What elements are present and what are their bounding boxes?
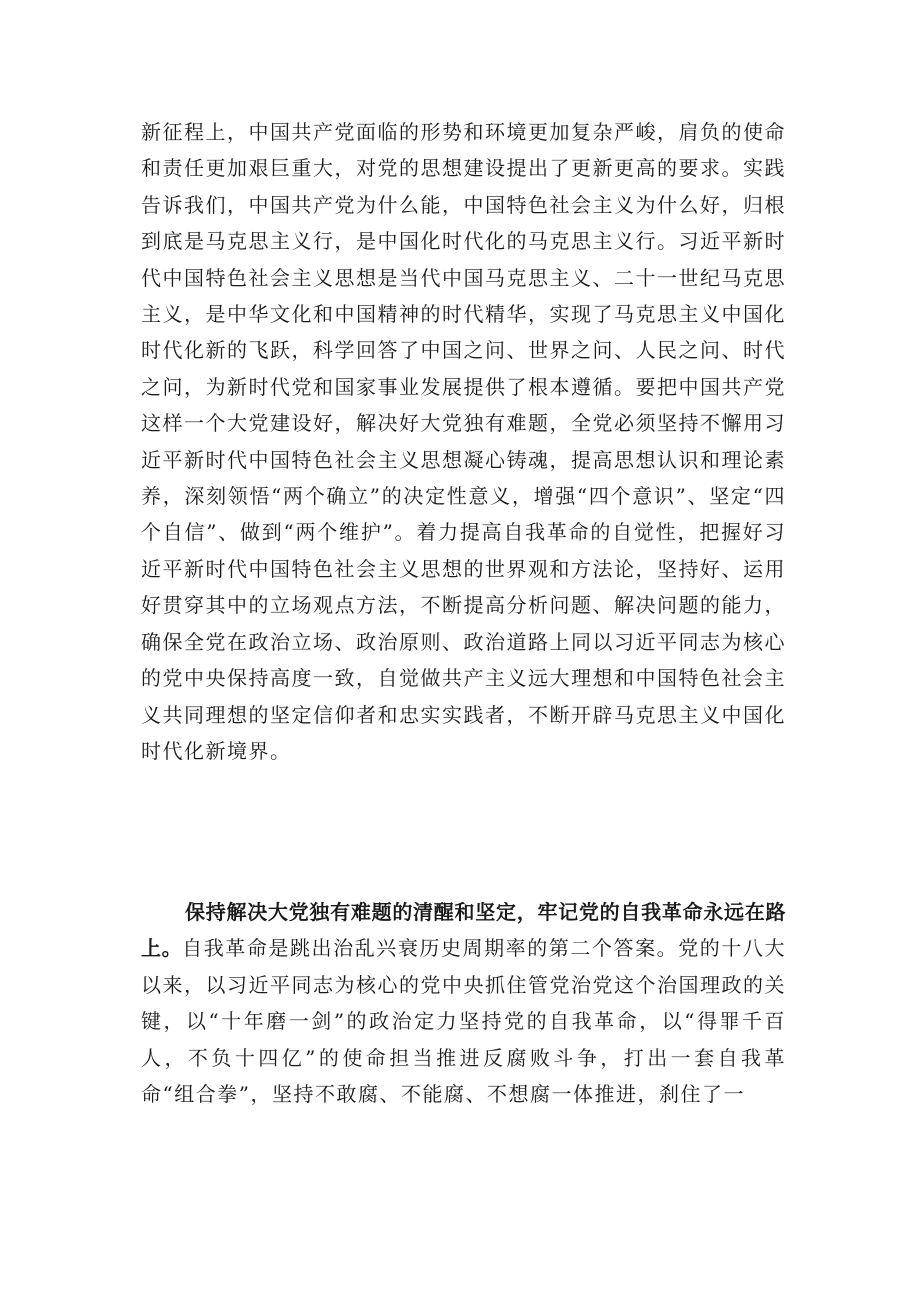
paragraph-2 [141, 894, 786, 1112]
paragraph-1: 新征程上，中国共产党面临的形势和环境更加复杂严峻，肩负的使命和责任更加艰巨重大，对党的思想建设提出了更新更高的要求。实践告诉我们，中国共产党为什么能，中国特色社会主义为什么好，归根到底是马克思主义行，是中国化时代化的马克思主义行。习近平新时代中国特色社会主义思想是当代中国马克思主义、二十一世纪马克思主义，是中华文化和中国精神的时代精华，实现了马克思主义中国化时代化新的飞跃，科学回答了中国之问、世界之问、人民之问、时代之问，为新时代党和国家事业发展提供了根本遵循。要把中国共产党这样一个大党建设好，解决好大党独有难题，全党必须坚持不懈用习近平新时代中国特色社会主义思想凝心铸魂，提高思想认识和理论素养，深刻领悟“两个确立”的决定性意义，增强“四个意识”、坚定“四个自信”、做到“两个维护”。着力提高自我革命的自觉性，把握好习近平新时代中国特色社会主义思想的世界观和方法论，坚持好、运用好贯穿其中的立场观点方法，不断提高分析问题、解决问题的能力，确保全党在政治立场、政治原则、政治道路上同以习近平同志为核心的党中央保持高度一致，自觉做共产主义远大理想和中国特色社会主义共同理想的坚定信仰者和忠实实践者，不断开辟马克思主义中国化时代化新境界。 [141, 120, 786, 763]
paragraph-2-body: 自我革命是跳出治乱兴衰历史周期率的第二个答案。党的十八大以来，以习近平同志为核心的党中央抓住管党治党这个治国理政的关键，以“十年磨一剑”的政治定力坚持党的自我革命，以“得罪千百人，不负十四亿”的使命担当推进反腐败斗争，打出一套自我革命“组合拳”，坚持不敢腐、不能腐、不想腐一体推进，刹住了一 [141, 936, 787, 1107]
paragraph-2-heading: 保持解决大党独有难题的清醒和坚定，牢记党的自我革命永远在路上。 [141, 900, 786, 961]
